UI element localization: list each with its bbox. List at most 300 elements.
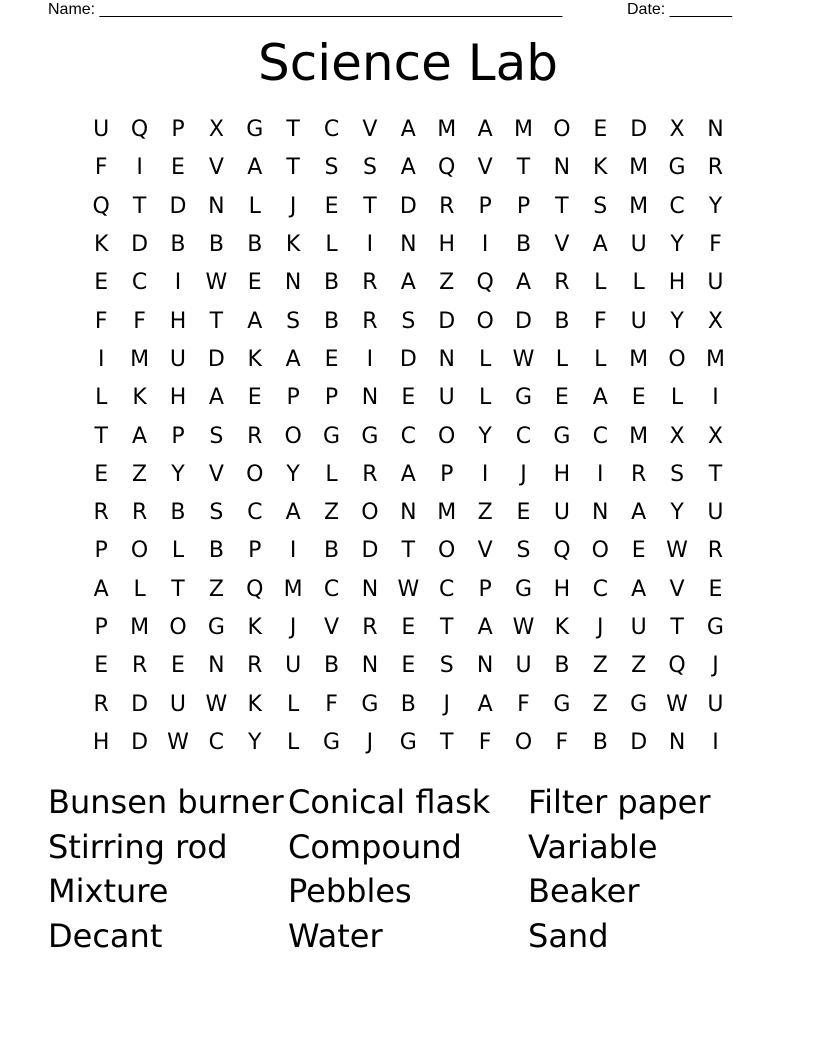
grid-letter: H [92, 729, 110, 755]
grid-letter: A [132, 423, 148, 449]
grid-letter: U [438, 385, 455, 411]
grid-letter: F [94, 308, 108, 334]
grid-letter: W [666, 691, 688, 717]
grid-letter: N [707, 117, 724, 143]
grid-letter: O [169, 615, 187, 640]
grid-letter: U [707, 691, 724, 717]
grid-letter: U [630, 615, 647, 640]
grid-letter: A [208, 385, 224, 411]
grid-letter: C [323, 576, 340, 602]
grid-letter: S [324, 155, 339, 181]
grid-letter: E [247, 385, 262, 411]
grid-letter: E [324, 193, 339, 219]
grid-letter: E [554, 385, 569, 411]
grid-letter: A [592, 232, 608, 258]
grid-letter: M [437, 500, 457, 526]
grid-letter: P [248, 538, 262, 564]
grid-letter: C [131, 270, 148, 296]
grid-letter: X [707, 308, 723, 334]
grid-letter: V [477, 538, 493, 564]
grid-letter: T [401, 538, 416, 564]
grid-letter: B [400, 691, 416, 717]
grid-letter: N [208, 653, 225, 679]
grid-letter: C [515, 423, 532, 449]
grid-letter: C [669, 193, 685, 219]
grid-letter: U [707, 270, 724, 296]
grid-letter: N [208, 193, 225, 219]
grid-letter: B [170, 232, 186, 258]
grid-letter: T [286, 117, 300, 143]
date-field-label: Date: _______ [627, 1, 732, 18]
grid-letter: D [438, 308, 456, 334]
word-list-item: Pebbles [288, 872, 412, 911]
grid-letter: R [362, 615, 378, 640]
grid-letter: E [708, 576, 723, 602]
grid-letter: U [93, 117, 110, 143]
grid-letter: R [439, 193, 455, 219]
grid-letter: M [514, 117, 533, 143]
grid-letter: I [136, 155, 143, 181]
grid-letter: D [399, 346, 417, 372]
grid-letter: D [630, 117, 648, 143]
grid-letter: O [514, 729, 533, 755]
word-search-grid [82, 111, 735, 762]
grid-letter: Z [631, 653, 647, 679]
grid-letter: D [515, 308, 532, 334]
grid-letter: W [666, 538, 688, 564]
grid-letter: F [555, 729, 569, 755]
grid-letter: V [324, 615, 340, 640]
grid-letter: F [709, 232, 722, 258]
grid-letter: D [169, 193, 187, 219]
grid-letter: G [399, 729, 417, 755]
grid-row [82, 609, 735, 647]
grid-letter: T [708, 461, 723, 487]
grid-letter: K [132, 385, 147, 411]
grid-letter: O [284, 423, 302, 449]
grid-letter: G [514, 576, 533, 602]
grid-letter: R [362, 461, 378, 487]
grid-letter: B [592, 729, 608, 755]
grid-letter: E [401, 385, 416, 411]
grid-letter: L [594, 346, 607, 372]
grid-letter: B [554, 653, 570, 679]
grid-letter: R [131, 500, 148, 526]
grid-letter: A [477, 615, 493, 640]
grid-letter: O [476, 308, 494, 334]
grid-letter: E [247, 270, 262, 296]
grid-letter: J [443, 691, 450, 717]
grid-letter: X [669, 423, 685, 449]
grid-letter: W [167, 729, 189, 755]
grid-letter: G [207, 615, 225, 640]
grid-letter: G [246, 117, 264, 143]
grid-letter: N [553, 155, 571, 181]
grid-letter: C [592, 576, 608, 602]
grid-letter: Z [208, 576, 224, 602]
grid-letter: E [171, 653, 185, 679]
grid-letter: K [285, 232, 301, 258]
grid-letter: C [400, 423, 416, 449]
grid-letter: G [361, 691, 379, 717]
grid-letter: S [209, 500, 224, 526]
grid-row [82, 341, 735, 379]
grid-letter: A [247, 155, 263, 181]
grid-letter: Y [670, 232, 684, 258]
grid-letter: R [131, 653, 148, 679]
grid-letter: Q [130, 117, 149, 143]
grid-letter: N [592, 500, 609, 526]
grid-letter: B [247, 232, 263, 258]
word-list [48, 782, 768, 960]
grid-letter: B [515, 232, 532, 258]
grid-letter: R [247, 423, 263, 449]
grid-row [82, 149, 735, 187]
grid-letter: G [323, 729, 341, 755]
grid-letter: K [247, 346, 262, 372]
grid-row [82, 571, 735, 609]
grid-letter: D [361, 538, 379, 564]
grid-letter: W [397, 576, 420, 602]
grid-letter: E [94, 461, 109, 487]
grid-letter: L [287, 729, 300, 755]
grid-letter: S [209, 423, 224, 449]
grid-letter: R [93, 691, 109, 717]
word-list-item: Sand [528, 916, 609, 955]
grid-letter: E [401, 615, 416, 640]
grid-letter: T [209, 308, 224, 334]
grid-letter: V [208, 461, 224, 487]
grid-letter: R [247, 653, 263, 679]
grid-letter: G [514, 385, 533, 411]
grid-letter: U [515, 653, 532, 679]
grid-letter: A [400, 461, 416, 487]
grid-letter: R [93, 500, 109, 526]
grid-letter: I [597, 461, 604, 487]
grid-letter: N [668, 729, 686, 755]
grid-letter: N [361, 653, 379, 679]
grid-letter: J [366, 729, 374, 755]
grid-letter: N [284, 270, 302, 296]
grid-letter: O [246, 461, 264, 487]
grid-letter: I [712, 729, 719, 755]
grid-letter: I [174, 270, 182, 296]
grid-letter: I [481, 461, 489, 487]
grid-letter: G [668, 155, 686, 181]
grid-letter: W [205, 691, 228, 717]
grid-letter: L [325, 461, 338, 487]
grid-letter: L [95, 385, 108, 411]
grid-letter: Y [670, 500, 684, 526]
grid-letter: J [289, 615, 297, 640]
grid-letter: L [478, 385, 492, 411]
grid-letter: E [94, 653, 109, 679]
grid-letter: A [400, 270, 416, 296]
word-list-item: Beaker [528, 872, 640, 911]
grid-letter: C [247, 500, 263, 526]
grid-row [82, 647, 735, 685]
grid-row [82, 226, 735, 264]
word-list-item: Conical flask [288, 783, 491, 821]
grid-letter: I [366, 346, 374, 372]
grid-letter: Q [553, 538, 571, 564]
grid-letter: T [94, 423, 108, 449]
grid-letter: X [208, 117, 224, 143]
word-list-item: Compound [288, 827, 462, 866]
grid-letter: M [130, 346, 150, 372]
grid-letter: W [512, 346, 535, 372]
grid-letter: U [285, 653, 302, 679]
grid-letter: M [437, 117, 457, 143]
grid-letter: S [593, 193, 608, 219]
grid-letter: T [363, 193, 377, 219]
grid-letter: L [632, 270, 645, 296]
grid-letter: V [362, 117, 378, 143]
grid-letter: K [93, 232, 109, 258]
grid-letter: B [323, 308, 340, 334]
grid-letter: Q [438, 155, 456, 181]
grid-letter: P [94, 538, 108, 564]
grid-letter: E [631, 538, 646, 564]
grid-letter: P [286, 385, 300, 411]
grid-letter: A [93, 576, 109, 602]
grid-letter: C [439, 576, 455, 602]
grid-letter: T [132, 193, 147, 219]
grid-letter: R [362, 270, 378, 296]
grid-row [82, 188, 735, 226]
grid-letter: L [478, 346, 492, 372]
grid-letter: N [476, 653, 494, 679]
grid-letter: U [169, 346, 187, 372]
grid-letter: F [517, 691, 530, 717]
grid-letter: B [208, 232, 224, 258]
grid-letter: A [592, 385, 608, 411]
grid-letter: T [286, 155, 300, 181]
grid-letter: P [516, 193, 531, 219]
grid-letter: P [94, 615, 108, 640]
grid-letter: A [515, 270, 532, 296]
grid-letter: E [94, 270, 109, 296]
grid-letter: U [630, 232, 647, 258]
grid-letter: N [400, 232, 417, 258]
grid-letter: V [554, 232, 570, 258]
grid-letter: X [707, 423, 723, 449]
grid-letter: P [324, 385, 339, 411]
grid-letter: T [439, 729, 454, 755]
grid-row [82, 264, 735, 302]
grid-letter: O [130, 538, 149, 564]
grid-letter: V [669, 576, 685, 602]
grid-letter: H [668, 270, 686, 296]
grid-letter: E [516, 500, 531, 526]
grid-letter: S [401, 308, 416, 334]
grid-letter: L [670, 385, 684, 411]
name-field-label: Name: ____________________________________________________ [48, 1, 563, 18]
grid-letter: A [400, 117, 416, 143]
grid-letter: I [712, 385, 719, 411]
grid-row [82, 456, 735, 494]
grid-letter: K [554, 615, 570, 640]
grid-letter: G [553, 691, 571, 717]
grid-letter: S [516, 538, 531, 564]
grid-letter: E [593, 117, 608, 143]
grid-letter: M [629, 193, 649, 219]
grid-letter: J [289, 193, 297, 219]
grid-letter: S [670, 461, 685, 487]
grid-letter: P [171, 117, 185, 143]
grid-letter: V [477, 155, 493, 181]
grid-letter: C [323, 117, 340, 143]
grid-letter: B [323, 270, 340, 296]
grid-letter: G [553, 423, 571, 449]
grid-letter: T [439, 615, 454, 640]
grid-letter: A [631, 500, 647, 526]
grid-letter: I [366, 232, 374, 258]
grid-letter: N [400, 500, 417, 526]
grid-letter: Z [477, 500, 493, 526]
grid-letter: L [171, 538, 185, 564]
grid-letter: H [553, 461, 571, 487]
grid-letter: C [592, 423, 608, 449]
grid-letter: B [170, 500, 186, 526]
grid-letter: Y [708, 193, 723, 219]
word-list-item: Filter paper [528, 783, 711, 821]
grid-letter: H [169, 385, 187, 411]
grid-letter: H [553, 576, 571, 602]
grid-letter: L [325, 232, 338, 258]
grid-letter: Q [476, 270, 494, 296]
grid-letter: W [512, 615, 535, 640]
grid-letter: E [171, 155, 185, 181]
page-title: Science Lab [258, 34, 558, 92]
grid-letter: I [481, 232, 489, 258]
grid-row [82, 685, 735, 723]
grid-letter: O [361, 500, 379, 526]
grid-letter: Q [668, 653, 686, 679]
grid-letter: Z [592, 691, 608, 717]
grid-letter: L [555, 346, 569, 372]
grid-letter: R [707, 155, 724, 181]
grid-letter: G [361, 423, 379, 449]
grid-letter: F [133, 308, 146, 334]
grid-letter: K [593, 155, 608, 181]
grid-letter: P [171, 423, 185, 449]
grid-letter: A [631, 576, 647, 602]
word-list-item: Water [288, 916, 383, 955]
grid-letter: W [205, 270, 228, 296]
grid-row [82, 417, 735, 455]
grid-letter: B [323, 653, 340, 679]
grid-letter: O [591, 538, 609, 564]
grid-letter: Z [324, 500, 340, 526]
grid-letter: P [478, 576, 492, 602]
grid-letter: N [438, 346, 455, 372]
grid-letter: N [361, 576, 379, 602]
grid-letter: I [289, 538, 297, 564]
grid-letter: Y [670, 308, 684, 334]
grid-letter: U [169, 691, 187, 717]
grid-letter: R [707, 538, 724, 564]
grid-letter: J [520, 461, 527, 487]
grid-letter: U [553, 500, 570, 526]
grid-letter: Y [478, 423, 492, 449]
grid-letter: T [670, 615, 684, 640]
grid-letter: J [712, 653, 719, 679]
grid-row [82, 302, 735, 340]
grid-letter: L [133, 576, 146, 602]
grid-letter: G [630, 691, 648, 717]
grid-letter: M [629, 155, 649, 181]
grid-letter: G [323, 423, 341, 449]
grid-letter: M [629, 346, 649, 372]
grid-letter: B [554, 308, 570, 334]
grid-letter: F [325, 691, 338, 717]
grid-letter: A [285, 500, 301, 526]
grid-letter: T [555, 193, 569, 219]
grid-letter: O [668, 346, 686, 372]
grid-letter: D [131, 691, 149, 717]
grid-letter: R [554, 270, 570, 296]
grid-letter: T [171, 576, 185, 602]
grid-letter: M [705, 346, 725, 372]
grid-letter: O [438, 423, 456, 449]
grid-letter: Q [246, 576, 264, 602]
grid-letter: X [669, 117, 685, 143]
grid-letter: E [631, 385, 646, 411]
grid-letter: F [593, 308, 607, 334]
word-list-item: Decant [48, 916, 163, 955]
grid-letter: P [440, 461, 454, 487]
grid-row [82, 494, 735, 532]
grid-letter: B [323, 538, 340, 564]
word-list-item: Stirring rod [48, 827, 228, 866]
grid-letter: J [597, 615, 604, 640]
word-list-item: Bunsen burner [48, 783, 284, 821]
grid-letter: M [283, 576, 303, 602]
grid-letter: D [630, 729, 648, 755]
grid-letter: E [324, 346, 339, 372]
grid-letter: D [207, 346, 225, 372]
grid-letter: D [399, 193, 417, 219]
grid-letter: O [553, 117, 571, 143]
grid-letter: M [130, 615, 150, 640]
grid-letter: Y [248, 729, 262, 755]
grid-letter: I [97, 346, 105, 372]
grid-letter: K [247, 615, 262, 640]
grid-letter: F [478, 729, 492, 755]
word-list-item: Variable [528, 827, 658, 866]
grid-letter: S [439, 653, 454, 679]
grid-row [82, 532, 735, 570]
grid-row [82, 379, 735, 417]
grid-letter: F [94, 155, 108, 181]
grid-letter: R [362, 308, 378, 334]
grid-letter: T [516, 155, 531, 181]
grid-row [82, 111, 735, 149]
grid-letter: L [248, 193, 261, 219]
grid-letter: H [438, 232, 455, 258]
grid-letter: Y [171, 461, 185, 487]
grid-letter: A [477, 691, 493, 717]
grid-letter: S [286, 308, 301, 334]
grid-letter: Y [286, 461, 300, 487]
grid-letter: A [400, 155, 416, 181]
grid-letter: U [630, 308, 647, 334]
grid-letter: A [247, 308, 263, 334]
grid-letter: Z [439, 270, 455, 296]
grid-letter: L [287, 691, 300, 717]
grid-letter: Z [132, 461, 148, 487]
